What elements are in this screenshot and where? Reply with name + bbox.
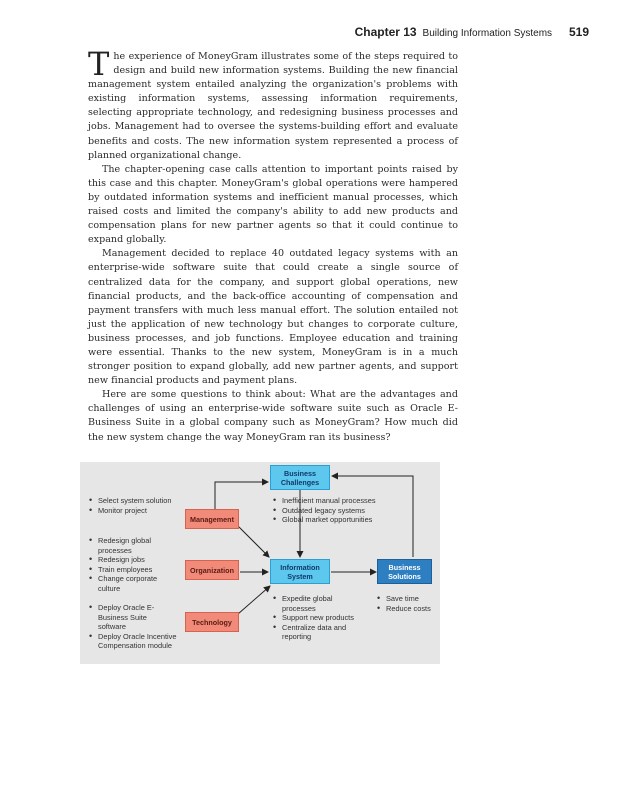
business-solutions-box: Business Solutions: [377, 559, 432, 584]
paragraph-4: Here are some questions to think about: What are the advantages and challenges of using an enterprise-wide software suite such as Oracle E-Business Suite in a global company such as MoneyGram? How much did the new system change the way MoneyGram ran its business?: [88, 389, 458, 443]
management-box: Management: [185, 509, 239, 529]
list-item: • Expedite global processes: [273, 594, 368, 613]
challenge-bullets: [273, 496, 423, 525]
list-item: • Deploy Oracle Incentive Compensation module: [89, 632, 194, 651]
list-item: • Monitor project: [89, 506, 179, 516]
organization-box: Organization: [185, 560, 239, 580]
business-challenges-box: Business Challenges: [270, 465, 330, 490]
arrow-management-to-challenges: [215, 482, 268, 509]
list-item: • Select system solution: [89, 496, 179, 506]
list-item: • Redesign global processes: [89, 536, 179, 555]
technology-box: Technology: [185, 612, 239, 632]
paragraph-1-text: he experience of MoneyGram illustrates some of the steps required to design and build new information systems. Building the new financial management system entailed analyzing the organization's problems with existing information systems, assessing information requirements, selecting appropriate technology, and redesigning business processes and jobs. Management had to oversee the systems-building effort and evaluate benefits and costs. The new information system represented a process of planned organizational change.: [88, 51, 458, 161]
list-item: • Global market opportunities: [273, 515, 423, 525]
list-item: • Outdated legacy systems: [273, 506, 423, 516]
running-header: [355, 25, 589, 39]
chapter-label: Chapter 13: [354, 25, 417, 39]
page-number: 519: [568, 25, 589, 39]
case-framework-diagram: [80, 462, 440, 664]
list-item: • Train employees: [89, 565, 179, 575]
technology-bullets: [89, 603, 194, 651]
list-item: • Deploy Oracle E-Business Suite software: [89, 603, 160, 632]
list-item: • Centralize data and reporting: [273, 623, 368, 642]
list-item: • Redesign jobs: [89, 555, 179, 565]
paragraph-3: Management decided to replace 40 outdated legacy systems with an enterprise-wide software suite that could create a single source of centralized data for the company, and support global operations, new financial products, and the back-office accounting of compensation and payment transfers with much less manual effort. The solution entailed not just the application of new technology but changes to corporate culture, business processes, and job functions. Employee education and training were essential. Thanks to the new system, MoneyGram is in a much stronger position to expand globally, add new partner agents, and support new financial products and payment plans.: [88, 248, 458, 387]
organization-bullets: [89, 536, 179, 594]
list-item: • Support new products: [273, 613, 368, 623]
body-text: [88, 45, 458, 445]
list-item: • Inefficient manual processes: [273, 496, 423, 506]
solution-bullets: [377, 594, 439, 613]
list-item: • Reduce costs: [377, 604, 439, 614]
information-system-box: Information System: [270, 559, 330, 584]
management-bullets: [89, 496, 179, 515]
system-bullets: [273, 594, 368, 642]
chapter-title: Building Information Systems: [422, 28, 553, 39]
drop-cap: T: [88, 45, 110, 83]
list-item: • Save time: [377, 594, 439, 604]
arrow-management-to-system: [238, 526, 269, 557]
list-item: • Change corporate culture: [89, 574, 179, 593]
paragraph-2: The chapter-opening case calls attention to important points raised by this case and this chapter. MoneyGram's global operations were hampered by outdated information systems and inefficient manual processes, which raised costs and limited the company's ability to add new products and compensation plans for new partner agents so that it could continue to expand globally.: [88, 163, 458, 246]
arrow-technology-to-system: [238, 586, 270, 614]
paragraph-1: [88, 45, 458, 163]
